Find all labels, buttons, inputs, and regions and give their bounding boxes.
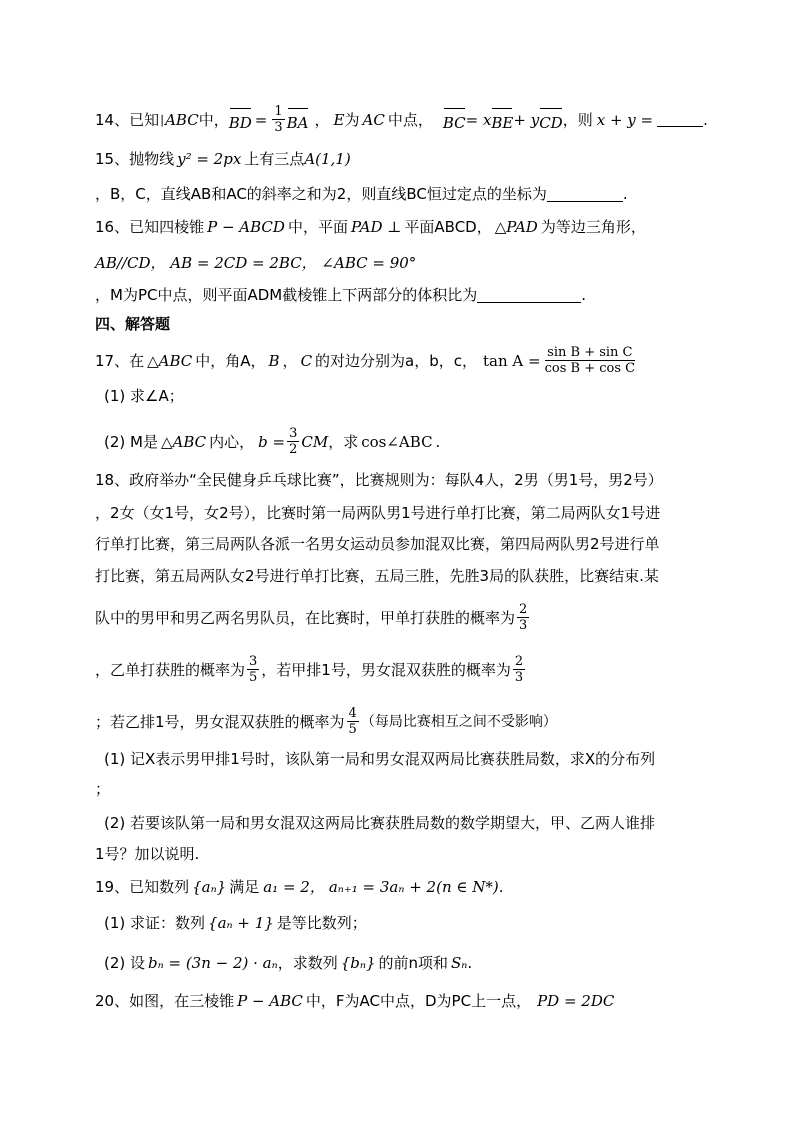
q18-frac4-den: 5 (348, 722, 357, 737)
q16-text1: 中，平面 (287, 218, 348, 236)
q18-frac4 (347, 706, 359, 737)
q17-tan: tan A = (483, 351, 541, 370)
q19-part1-seq: {aₙ + 1} (208, 914, 274, 932)
q16-text3: 为等边三角形， (540, 218, 646, 236)
q15-point-A: A(1,1) (304, 150, 351, 168)
q14-frac-num: 1 (274, 104, 283, 119)
q14-prefix: 14、已知 (95, 110, 160, 129)
vector-BD: BD (229, 106, 252, 134)
vector-BE: BE (491, 106, 513, 134)
segment-AC: AC (362, 110, 385, 129)
q14-midpoint: 中点， (387, 110, 433, 129)
vector-BA: BA (287, 106, 309, 134)
q18-line7b: （每局比赛相互之间不受影响） (360, 713, 557, 730)
q17-fraction (543, 345, 637, 376)
question-18-part2b (95, 843, 199, 865)
q17-p2-fraction (287, 426, 299, 457)
q19-part2-bn: bₙ = (3n − 2) · aₙ (148, 954, 278, 972)
question-16-line3 (95, 284, 586, 306)
q20-text: 中，F为AC中点，D为PC上一点， (305, 992, 532, 1010)
q17-text1: 中，角A， (195, 351, 266, 370)
q19-part2-seq: {bₙ} (340, 954, 376, 972)
q17-p2-text1: (2) M是 (104, 432, 158, 451)
question-14: 14、已知 ∣ ABC 中， BD = $\frac{1}{3}$ BA ， E 为 AC 中点， BC = x BE + y CD ，则 x + y = . (95, 104, 708, 135)
q17-p2-text3: ，求 (328, 432, 359, 451)
question-18-part1 (104, 748, 655, 770)
q18-frac3 (513, 654, 525, 685)
q14-plus: + y (513, 110, 540, 129)
q18-frac2 (247, 654, 259, 685)
question-15-line2 (95, 183, 628, 205)
q17-text3: 的对边分别为a，b，c， (315, 351, 478, 370)
q19-end: . (498, 878, 504, 896)
question-20 (95, 990, 614, 1012)
q18-frac1-num: 2 (519, 602, 528, 617)
q18-part1b: ； (95, 780, 111, 798)
question-18-line6 (95, 654, 527, 685)
q16-conditions: AB//CD， AB = 2CD = 2BC， ∠ABC = 90° (95, 254, 417, 272)
q17-p2-cos: cos∠ABC (361, 432, 433, 451)
q15-end: . (622, 185, 628, 203)
q14-end: . (703, 110, 708, 129)
q19-part2-text2: 的前n项和 (378, 954, 449, 972)
q17-part1: (1) 求∠A； (104, 387, 184, 405)
section-heading (95, 313, 170, 335)
point-E: E (333, 110, 345, 129)
q15-parabola: y² = 2px (177, 150, 242, 168)
q17-angle-B: B (268, 351, 280, 370)
question-18-line2 (95, 502, 660, 524)
q17-p2-eq: b = (258, 432, 286, 451)
q14-eq1: = (254, 110, 268, 129)
q18-part1: (1) 记X表示男甲排1号时，该队第一局和男女混双两局比赛获胜局数，求X的分布列 (104, 750, 656, 768)
q19-part1-text: 是等比数列； (276, 914, 367, 932)
q14-frac-den: 3 (274, 120, 283, 135)
q18-frac3-den: 3 (514, 670, 524, 685)
question-18-part2 (104, 812, 655, 834)
q18-line7a: ；若乙排1号，男女混双获胜的概率为 (95, 712, 345, 731)
question-15-line1 (95, 148, 351, 170)
q18-line1: 18、政府举办“全民健身乒乓球比赛”，比赛规则为：每队4人，2男（男1号，男2号） (95, 471, 663, 489)
question-19-part2 (104, 952, 472, 974)
vector-BC: BC (443, 106, 466, 134)
q16-triangle: △PAD (494, 218, 538, 236)
q15-text: 上有三点 (244, 150, 305, 168)
q19-text: 满足 (229, 878, 260, 896)
q18-frac1-den: 3 (519, 618, 528, 633)
q16-end: . (581, 286, 586, 304)
question-16-line2 (95, 252, 416, 274)
q17-p2-triangle: △ABC (160, 432, 207, 451)
question-18-line5 (95, 602, 531, 633)
q19-sequence: {aₙ} (192, 878, 227, 896)
question-19-part1 (104, 912, 367, 934)
q19-part1: (1) 求证：数列 (104, 914, 206, 932)
section-heading-text: 四、解答题 (95, 315, 171, 333)
q18-frac4-num: 4 (348, 706, 357, 721)
q15-line2: ，B，C，直线AB和AC的斜率之和为2，则直线BC恒过定点的坐标为 (95, 185, 547, 203)
question-18-line3 (95, 533, 660, 555)
vector-CD: CD (539, 106, 563, 134)
question-19-line1 (95, 876, 504, 898)
q14-fraction (272, 104, 284, 135)
question-18-line4 (95, 565, 659, 587)
question-16-line1 (95, 216, 646, 238)
q16-plane-pad: PAD ⊥ (350, 218, 402, 236)
question-17-part1 (104, 385, 184, 407)
q20-pyramid: P − ABC (237, 992, 303, 1010)
q16-text2: 平面ABCD， (404, 218, 492, 236)
q17-p2-text2: 内心， (209, 432, 255, 451)
q18-line6b: ，若甲排1号，男女混双获胜的概率为 (261, 660, 511, 679)
q15-answer-blank (547, 187, 623, 202)
q17-text2: ， (282, 351, 298, 370)
q16-prefix: 16、已知四棱锥 (95, 218, 205, 236)
q18-frac1 (517, 602, 529, 633)
q18-line2: ，2女（女1号，女2号），比赛时第一局两队男1号进行单打比赛，第二局两队女1号进 (95, 504, 661, 522)
q20-prefix: 20、如图，在三棱锥 (95, 992, 235, 1010)
q16-line3: ，M为PC中点，则平面ADM截棱锥上下两部分的体积比为 (95, 286, 478, 304)
q17-frac-den: cos B + cos C (544, 361, 636, 376)
q14-xy: x + y = (596, 110, 654, 129)
q17-p2-frac-num: 3 (289, 426, 298, 441)
q14-triangle: ABC (165, 110, 199, 129)
q14-answer-blank (657, 112, 703, 127)
q18-line5: 队中的男甲和男乙两名男队员，在比赛时，甲单打获胜的概率为 (95, 608, 516, 627)
q17-angle-C: C (300, 351, 313, 370)
q19-initial: a₁ = 2， (263, 878, 325, 896)
q18-frac2-num: 3 (249, 654, 258, 669)
q20-eq: PD = 2DC (537, 992, 615, 1010)
q17-triangle: △ABC (147, 351, 193, 370)
question-17-line1 (95, 345, 639, 376)
q17-p2-end: . (435, 432, 441, 451)
q16-answer-blank (477, 288, 581, 303)
q17-p2-frac-den: 2 (289, 442, 298, 457)
q14-eq2: = x (465, 110, 492, 129)
q14-comma: ， (314, 110, 330, 129)
q18-line3: 行单打比赛，第三局两队各派一名男女运动员参加混双比赛，第四局两队男2号进行单 (95, 535, 660, 553)
q18-line6a: ，乙单打获胜的概率为 (95, 660, 246, 679)
q14-then: ，则 (562, 110, 593, 129)
question-18-line7 (95, 706, 557, 737)
q15-prefix: 15、抛物线 (95, 150, 175, 168)
q18-frac2-den: 5 (249, 670, 258, 685)
q18-line4: 打比赛，第五局两队女2号进行单打比赛，五局三胜，先胜3局的队获胜，比赛结束.某 (95, 567, 659, 585)
q17-prefix: 17、在 (95, 351, 145, 370)
q18-part2b: 1号？加以说明. (95, 845, 200, 863)
question-18-line1 (95, 469, 663, 491)
q18-part2: (2) 若要该队第一局和男女混双这两局比赛获胜局数的数学期望大，甲、乙两人谁排 (104, 814, 656, 832)
question-18-part1b (95, 778, 110, 800)
q19-recurrence: aₙ₊₁ = 3aₙ + 2(n ∈ N*) (328, 878, 499, 896)
q19-prefix: 19、已知数列 (95, 878, 190, 896)
q19-part2: (2) 设 (104, 954, 146, 972)
question-17-part2 (104, 426, 440, 457)
q19-part2-sum: Sₙ (451, 954, 468, 972)
q17-frac-num: sin B + sin C (547, 345, 633, 360)
q16-pyramid: P − ABCD (207, 218, 285, 236)
q17-p2-cm: CM (301, 432, 329, 451)
q14-mid1: 中， (198, 110, 229, 129)
q19-part2-text1: ，求数列 (277, 954, 338, 972)
q19-part2-end: . (467, 954, 473, 972)
q14-is: 为 (344, 110, 360, 129)
q18-frac3-num: 2 (514, 654, 524, 669)
